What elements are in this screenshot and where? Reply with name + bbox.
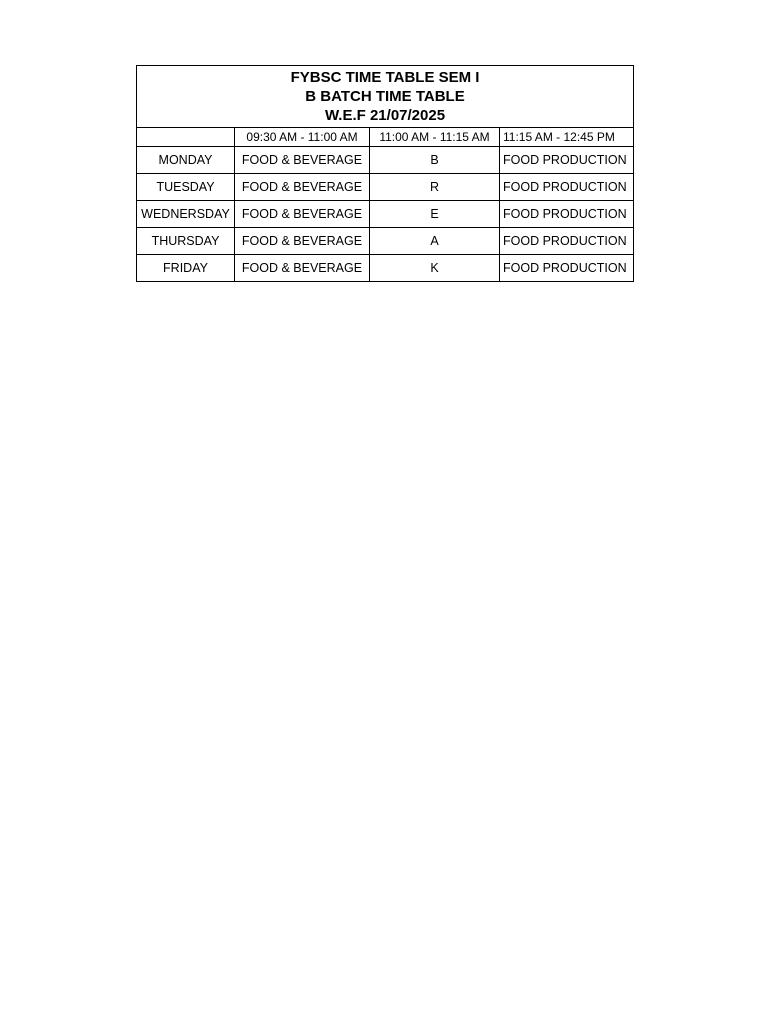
table-row (137, 201, 634, 228)
title-cell (137, 66, 634, 128)
column-header-slot2: 11:15 AM - 12:45 PM (500, 128, 634, 147)
table-row (137, 174, 634, 201)
table-row (137, 255, 634, 282)
effective-date: W.E.F 21/07/2025 (324, 107, 446, 124)
break-cell: K (370, 255, 500, 282)
column-header-row (137, 128, 634, 147)
break-cell: B (370, 147, 500, 174)
column-header-day (137, 128, 235, 147)
slot1-cell: FOOD & BEVERAGE (235, 147, 370, 174)
table-row (137, 147, 634, 174)
slot1-cell: FOOD & BEVERAGE (235, 201, 370, 228)
slot2-cell: FOOD PRODUCTION (500, 228, 634, 255)
table-row (137, 228, 634, 255)
slot2-cell: FOOD PRODUCTION (500, 174, 634, 201)
break-cell: E (370, 201, 500, 228)
slot1-cell: FOOD & BEVERAGE (235, 255, 370, 282)
column-header-break: 11:00 AM - 11:15 AM (370, 128, 500, 147)
day-cell: THURSDAY (137, 228, 235, 255)
timetable (136, 65, 634, 282)
slot2-cell: FOOD PRODUCTION (500, 201, 634, 228)
column-header-slot1: 09:30 AM - 11:00 AM (235, 128, 370, 147)
page-title: FYBSC TIME TABLE SEM I (290, 69, 480, 86)
title-row (137, 66, 634, 128)
slot2-cell: FOOD PRODUCTION (500, 147, 634, 174)
break-cell: R (370, 174, 500, 201)
slot1-cell: FOOD & BEVERAGE (235, 174, 370, 201)
day-cell: TUESDAY (137, 174, 235, 201)
slot1-cell: FOOD & BEVERAGE (235, 228, 370, 255)
slot2-cell: FOOD PRODUCTION (500, 255, 634, 282)
day-cell: MONDAY (137, 147, 235, 174)
break-cell: A (370, 228, 500, 255)
day-cell: WEDNERSDAY (137, 201, 235, 228)
day-cell: FRIDAY (137, 255, 235, 282)
batch-title: B BATCH TIME TABLE (305, 88, 465, 105)
